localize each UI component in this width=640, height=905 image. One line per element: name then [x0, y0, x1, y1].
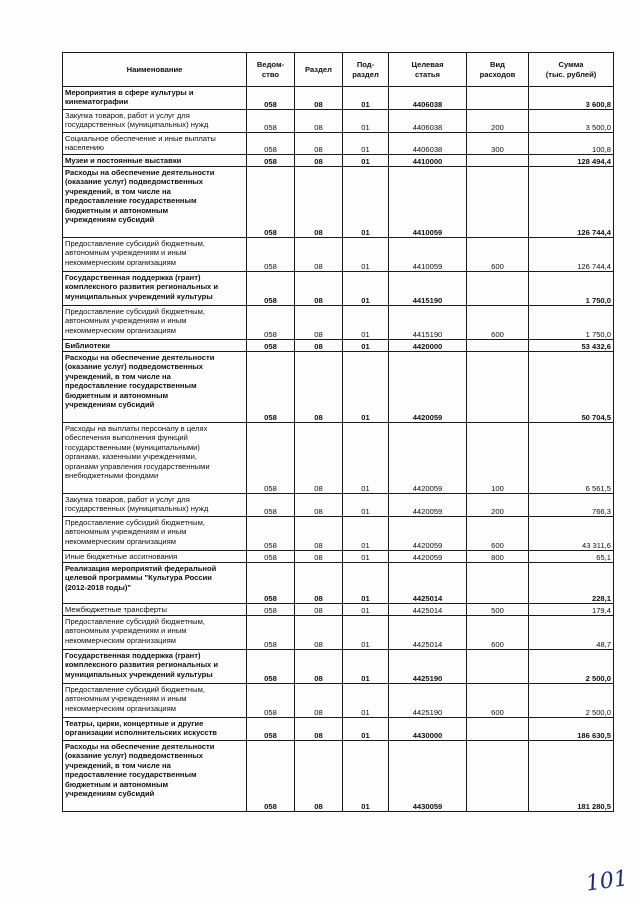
row-name-cell: Библиотеки [63, 340, 247, 352]
row-name-cell: Предоставление субсидий бюджетным, автономным учреждениям и иным некоммерческим организациям [63, 306, 247, 340]
row-vedomstvo-cell: 058 [247, 167, 295, 238]
row-summa-cell: 1 750,0 [529, 272, 614, 306]
row-name-cell: Театры, цирки, концертные и другие организации исполнительских искусств [63, 718, 247, 741]
header-podrazdel: Под- раздел [343, 53, 389, 87]
row-razdel-cell: 08 [295, 517, 343, 551]
row-celevaya-statya-cell: 4425014 [389, 616, 467, 650]
header-vedomstvo: Ведом- ство [247, 53, 295, 87]
row-razdel-cell: 08 [295, 110, 343, 133]
row-razdel-cell: 08 [295, 551, 343, 563]
row-celevaya-statya-cell: 4420000 [389, 340, 467, 352]
row-celevaya-statya-cell: 4406038 [389, 133, 467, 155]
row-razdel-cell: 08 [295, 684, 343, 718]
row-vid-raskhodov-cell [467, 718, 529, 741]
row-vid-raskhodov-cell: 300 [467, 133, 529, 155]
row-name-cell: Расходы на обеспечение деятельности (оказание услуг) подведомственных учреждений, в том числе на предоставление государственным бюджетным и автономным учреждениям субсидий [63, 741, 247, 812]
row-celevaya-statya-cell: 4415190 [389, 272, 467, 306]
table-row [63, 741, 614, 812]
row-razdel-cell: 08 [295, 272, 343, 306]
table-row [63, 684, 614, 718]
row-celevaya-statya-cell: 4430000 [389, 718, 467, 741]
table-row [63, 272, 614, 306]
table-row [63, 87, 614, 110]
row-summa-cell: 3 600,8 [529, 87, 614, 110]
row-podrazdel-cell: 01 [343, 167, 389, 238]
handwritten-page-number: 101 [584, 866, 630, 897]
row-razdel-cell: 08 [295, 616, 343, 650]
row-vid-raskhodov-cell: 500 [467, 604, 529, 616]
row-podrazdel-cell: 01 [343, 650, 389, 684]
row-summa-cell: 766,3 [529, 494, 614, 517]
row-name-cell: Мероприятия в сфере культуры и кинематографии [63, 87, 247, 110]
row-vedomstvo-cell: 058 [247, 494, 295, 517]
header-name: Наименование [63, 53, 247, 87]
table-row [63, 494, 614, 517]
row-vedomstvo-cell: 058 [247, 718, 295, 741]
row-vid-raskhodov-cell [467, 352, 529, 423]
row-name-cell: Музеи и постоянные выставки [63, 155, 247, 167]
table-row [63, 517, 614, 551]
row-podrazdel-cell: 01 [343, 684, 389, 718]
row-summa-cell: 126 744,4 [529, 167, 614, 238]
row-vid-raskhodov-cell: 600 [467, 306, 529, 340]
header-celevaya-statya: Целевая статья [389, 53, 467, 87]
row-podrazdel-cell: 01 [343, 494, 389, 517]
row-podrazdel-cell: 01 [343, 423, 389, 494]
row-vid-raskhodov-cell: 600 [467, 616, 529, 650]
table-header-row [63, 53, 614, 87]
row-summa-cell: 126 744,4 [529, 238, 614, 272]
row-vedomstvo-cell: 058 [247, 352, 295, 423]
table-row [63, 604, 614, 616]
row-summa-cell: 43 311,6 [529, 517, 614, 551]
row-podrazdel-cell: 01 [343, 340, 389, 352]
row-podrazdel-cell: 01 [343, 718, 389, 741]
row-podrazdel-cell: 01 [343, 563, 389, 604]
row-vedomstvo-cell: 058 [247, 340, 295, 352]
row-summa-cell: 2 500,0 [529, 650, 614, 684]
row-razdel-cell: 08 [295, 650, 343, 684]
row-celevaya-statya-cell: 4406038 [389, 110, 467, 133]
row-name-cell: Предоставление субсидий бюджетным, автономным учреждениям и иным некоммерческим организациям [63, 238, 247, 272]
row-razdel-cell: 08 [295, 718, 343, 741]
row-summa-cell: 3 500,0 [529, 110, 614, 133]
row-podrazdel-cell: 01 [343, 604, 389, 616]
row-celevaya-statya-cell: 4425190 [389, 650, 467, 684]
row-name-cell: Расходы на обеспечение деятельности (оказание услуг) подведомственных учреждений, в том числе на предоставление государственным бюджетным и автономным учреждениям субсидий [63, 167, 247, 238]
row-celevaya-statya-cell: 4425014 [389, 563, 467, 604]
row-vedomstvo-cell: 058 [247, 684, 295, 718]
row-celevaya-statya-cell: 4430059 [389, 741, 467, 812]
row-razdel-cell: 08 [295, 604, 343, 616]
row-vedomstvo-cell: 058 [247, 238, 295, 272]
row-name-cell: Реализация мероприятий федеральной целевой программы "Культура России (2012-2018 годы)" [63, 563, 247, 604]
row-summa-cell: 228,1 [529, 563, 614, 604]
row-summa-cell: 186 630,5 [529, 718, 614, 741]
table-row [63, 423, 614, 494]
row-celevaya-statya-cell: 4420059 [389, 551, 467, 563]
table-row [63, 340, 614, 352]
row-vedomstvo-cell: 058 [247, 155, 295, 167]
table-body [63, 87, 614, 812]
row-podrazdel-cell: 01 [343, 133, 389, 155]
row-summa-cell: 50 704,5 [529, 352, 614, 423]
table-row [63, 133, 614, 155]
row-vid-raskhodov-cell: 200 [467, 110, 529, 133]
row-razdel-cell: 08 [295, 340, 343, 352]
header-razdel: Раздел [295, 53, 343, 87]
row-vid-raskhodov-cell: 800 [467, 551, 529, 563]
row-summa-cell: 179,4 [529, 604, 614, 616]
row-summa-cell: 6 561,5 [529, 423, 614, 494]
row-name-cell: Государственная поддержка (грант) комплексного развития региональных и муниципальных учреждений культуры [63, 272, 247, 306]
row-name-cell: Предоставление субсидий бюджетным, автономным учреждениям и иным некоммерческим организациям [63, 616, 247, 650]
row-name-cell: Закупка товаров, работ и услуг для государственных (муниципальных) нужд [63, 110, 247, 133]
row-celevaya-statya-cell: 4420059 [389, 423, 467, 494]
row-podrazdel-cell: 01 [343, 87, 389, 110]
row-vedomstvo-cell: 058 [247, 133, 295, 155]
row-podrazdel-cell: 01 [343, 741, 389, 812]
row-razdel-cell: 08 [295, 133, 343, 155]
row-podrazdel-cell: 01 [343, 551, 389, 563]
row-vedomstvo-cell: 058 [247, 272, 295, 306]
row-vedomstvo-cell: 058 [247, 423, 295, 494]
row-summa-cell: 48,7 [529, 616, 614, 650]
row-podrazdel-cell: 01 [343, 616, 389, 650]
row-podrazdel-cell: 01 [343, 238, 389, 272]
row-vid-raskhodov-cell: 600 [467, 238, 529, 272]
row-vedomstvo-cell: 058 [247, 87, 295, 110]
row-vid-raskhodov-cell [467, 563, 529, 604]
row-celevaya-statya-cell: 4425014 [389, 604, 467, 616]
row-vedomstvo-cell: 058 [247, 306, 295, 340]
row-summa-cell: 100,8 [529, 133, 614, 155]
row-name-cell: Закупка товаров, работ и услуг для государственных (муниципальных) нужд [63, 494, 247, 517]
row-razdel-cell: 08 [295, 494, 343, 517]
row-razdel-cell: 08 [295, 87, 343, 110]
table-row [63, 238, 614, 272]
table-row [63, 650, 614, 684]
row-summa-cell: 181 280,5 [529, 741, 614, 812]
row-podrazdel-cell: 01 [343, 110, 389, 133]
row-celevaya-statya-cell: 4406038 [389, 87, 467, 110]
row-razdel-cell: 08 [295, 352, 343, 423]
table-row [63, 718, 614, 741]
row-razdel-cell: 08 [295, 423, 343, 494]
row-vid-raskhodov-cell [467, 87, 529, 110]
row-name-cell: Предоставление субсидий бюджетным, автономным учреждениям и иным некоммерческим организациям [63, 684, 247, 718]
table-row [63, 616, 614, 650]
row-razdel-cell: 08 [295, 238, 343, 272]
row-name-cell: Иные бюджетные ассигнования [63, 551, 247, 563]
table-row [63, 110, 614, 133]
row-razdel-cell: 08 [295, 155, 343, 167]
row-vedomstvo-cell: 058 [247, 616, 295, 650]
row-podrazdel-cell: 01 [343, 155, 389, 167]
row-celevaya-statya-cell: 4410059 [389, 238, 467, 272]
row-summa-cell: 2 500,0 [529, 684, 614, 718]
row-podrazdel-cell: 01 [343, 306, 389, 340]
row-name-cell: Расходы на выплаты персоналу в целях обеспечения выполнения функций государственными (муниципальными) органами, казенными учреждениями, органами управления государственными внебюджетными фондами [63, 423, 247, 494]
row-vid-raskhodov-cell [467, 340, 529, 352]
row-vedomstvo-cell: 058 [247, 650, 295, 684]
row-summa-cell: 1 750,0 [529, 306, 614, 340]
row-celevaya-statya-cell: 4415190 [389, 306, 467, 340]
row-vid-raskhodov-cell [467, 155, 529, 167]
row-vid-raskhodov-cell: 600 [467, 517, 529, 551]
table-row [63, 167, 614, 238]
row-razdel-cell: 08 [295, 167, 343, 238]
row-vedomstvo-cell: 058 [247, 517, 295, 551]
row-celevaya-statya-cell: 4410059 [389, 167, 467, 238]
table-row [63, 551, 614, 563]
row-vedomstvo-cell: 058 [247, 604, 295, 616]
row-vid-raskhodov-cell [467, 272, 529, 306]
row-podrazdel-cell: 01 [343, 352, 389, 423]
header-summa: Сумма (тыс. рублей) [529, 53, 614, 87]
table-row [63, 352, 614, 423]
header-vid-raskhodov: Вид расходов [467, 53, 529, 87]
row-name-cell: Государственная поддержка (грант) комплексного развития региональных и муниципальных учреждений культуры [63, 650, 247, 684]
row-vedomstvo-cell: 058 [247, 110, 295, 133]
row-razdel-cell: 08 [295, 563, 343, 604]
row-vedomstvo-cell: 058 [247, 741, 295, 812]
row-name-cell: Расходы на обеспечение деятельности (оказание услуг) подведомственных учреждений, в том числе на предоставление государственным бюджетным и автономным учреждениям субсидий [63, 352, 247, 423]
row-razdel-cell: 08 [295, 306, 343, 340]
row-summa-cell: 128 494,4 [529, 155, 614, 167]
row-vid-raskhodov-cell [467, 741, 529, 812]
row-celevaya-statya-cell: 4425190 [389, 684, 467, 718]
row-vid-raskhodov-cell: 600 [467, 684, 529, 718]
row-celevaya-statya-cell: 4420059 [389, 352, 467, 423]
row-vedomstvo-cell: 058 [247, 551, 295, 563]
row-razdel-cell: 08 [295, 741, 343, 812]
row-name-cell: Предоставление субсидий бюджетным, автономным учреждениям и иным некоммерческим организациям [63, 517, 247, 551]
row-summa-cell: 65,1 [529, 551, 614, 563]
table-row [63, 306, 614, 340]
row-celevaya-statya-cell: 4410000 [389, 155, 467, 167]
row-vid-raskhodov-cell [467, 167, 529, 238]
row-name-cell: Межбюджетные трансферты [63, 604, 247, 616]
row-podrazdel-cell: 01 [343, 517, 389, 551]
table-row [63, 155, 614, 167]
row-celevaya-statya-cell: 4420059 [389, 494, 467, 517]
budget-table [62, 52, 614, 812]
table-row [63, 563, 614, 604]
row-vid-raskhodov-cell [467, 650, 529, 684]
row-vid-raskhodov-cell: 100 [467, 423, 529, 494]
row-name-cell: Социальное обеспечение и иные выплаты населению [63, 133, 247, 155]
row-summa-cell: 53 432,6 [529, 340, 614, 352]
row-podrazdel-cell: 01 [343, 272, 389, 306]
row-vid-raskhodov-cell: 200 [467, 494, 529, 517]
row-vedomstvo-cell: 058 [247, 563, 295, 604]
row-celevaya-statya-cell: 4420059 [389, 517, 467, 551]
